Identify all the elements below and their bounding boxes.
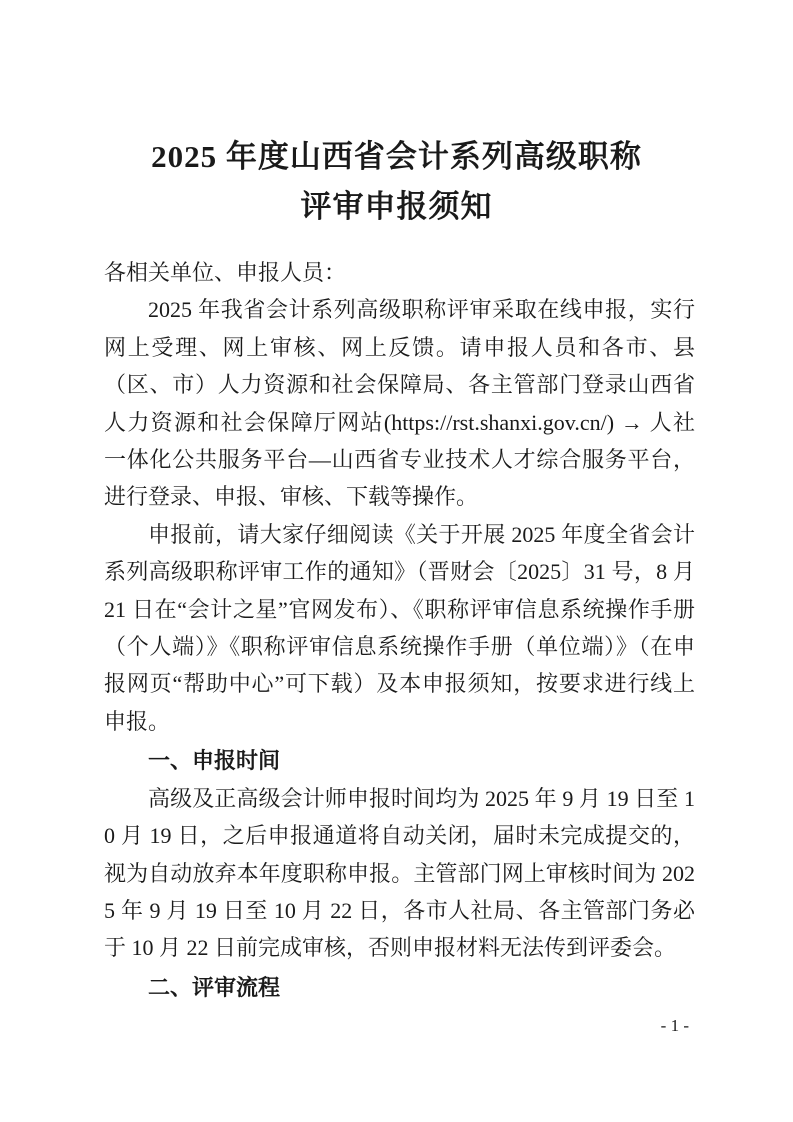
section-heading-application-time: 一、申报时间 bbox=[148, 748, 281, 774]
page-number: - 1 - bbox=[660, 1016, 689, 1035]
section-heading-review-process: 二、评审流程 bbox=[148, 974, 281, 1000]
paragraph-pre-reading-requirements: 申报前，请大家仔细阅读《关于开展 2025 年度全省会计系列高级职称评审工作的通知》（晋财会〔2025〕31 号，8 月 21 日在“会计之星”官网发布）、《职称评审信息系统操作手册（个人端）》《职称评审信息系统操作手册（单位端）》（在申报网页“帮助中心”可下载）及本申报须知，按要求进行线上申报。 bbox=[104, 521, 695, 734]
document-title-line1: 2025 年度山西省会计系列高级职称 bbox=[151, 139, 642, 174]
salutation: 各相关单位、申报人员： bbox=[104, 260, 347, 285]
document-title-line2: 评审申报须知 bbox=[300, 189, 493, 224]
document-body bbox=[0, 254, 793, 1006]
document-title bbox=[0, 132, 793, 232]
paragraph-application-time-details: 高级及正高级会计师申报时间均为 2025 年 9 月 19 日至 10 月 19 日，之后申报通道将自动关闭，届时未完成提交的，视为自动放弃本年度职称申报。主管部门网上审核时间为 2025 年 9 月 19 日至 10 月 22 日，各市人社局、各主管部门务必于 10 月 22 日前完成审核，否则申报材料无法传到评委会。 bbox=[104, 785, 695, 961]
paragraph-online-declaration: 2025 年我省会计系列高级职称评审采取在线申报，实行网上受理、网上审核、网上反馈。请申报人员和各市、县（区、市）人力资源和社会保障局、各主管部门登录山西省人力资源和社会保障厅网站(https://rst.shanxi.gov.cn/) → 人社一体化公共服务平台—山西省专业技术人才综合服务平台，进行登录、申报、审核、下载等操作。 bbox=[104, 297, 695, 510]
